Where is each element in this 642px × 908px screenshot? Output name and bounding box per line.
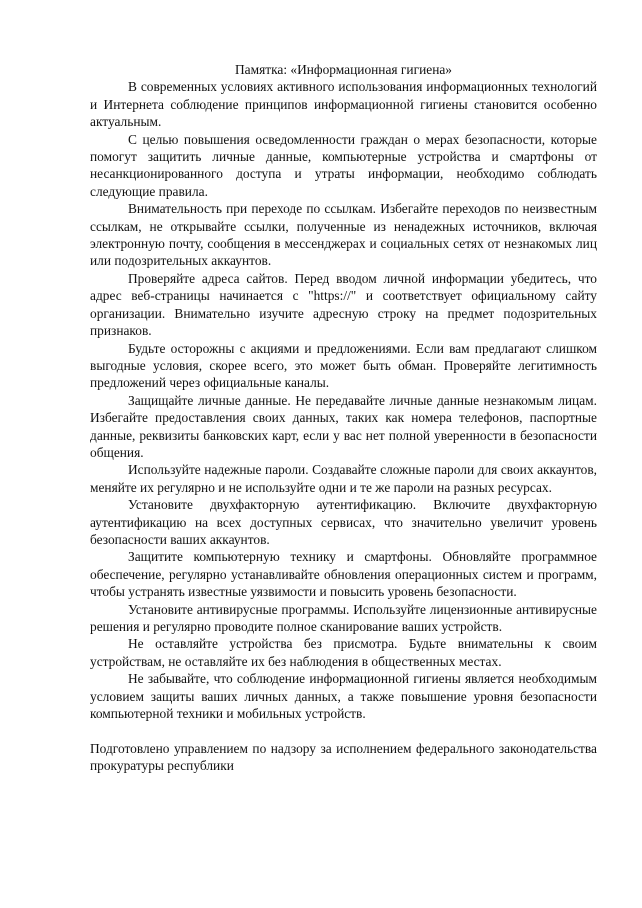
paragraph-purpose: С целью повышения осведомленности граждан о мерах безопасности, которые помогут защитить личные данные, компьютерные устройства и смартфоны от несанкционированного доступа и утраты информации, необходимо соблюдать следующие правила. xyxy=(90,131,597,199)
paragraph-personal-data: Защищайте личные данные. Не передавайте личные данные незнакомым лицам. Избегайте предоставления своих данных, таких как номера телефонов, паспортные данные, реквизиты банковских карт, если у вас нет полной уверенности в безопасности общения. xyxy=(90,392,597,460)
paragraph-two-factor: Установите двухфакторную аутентификацию. Включите двухфакторную аутентификацию на всех доступных сервисах, что значительно увеличит уровень безопасности ваших аккаунтов. xyxy=(90,497,597,547)
paragraph-passwords: Используйте надежные пароли. Создавайте сложные пароли для своих аккаунтов, меняйте их регулярно и не используйте одни и те же пароли на разных ресурсах. xyxy=(90,462,597,495)
paragraph-intro: В современных условиях активного использования информационных технологий и Интернета соблюдение принципов информационной гигиены становится особенно актуальным. xyxy=(90,79,597,130)
paragraph-device-protection: Защитите компьютерную технику и смартфоны. Обновляйте программное обеспечение, регулярно устанавливайте обновления операционных систем и программ, чтобы устранять известные уязвимости и повысить уровень безопасности. xyxy=(90,549,597,600)
paragraph-offers: Будьте осторожны с акциями и предложениями. Если вам предлагают слишком выгодные условия, скорее всего, это может быть обман. Проверяйте легитимность предложений через официальные каналы. xyxy=(90,340,597,391)
document-footer: Подготовлено управлением по надзору за исполнением федерального законодательства прокуратуры республики xyxy=(90,740,597,774)
paragraph-antivirus: Установите антивирусные программы. Используйте лицензионные антивирусные решения и регулярно проводите полное сканирование ваших устройств. xyxy=(90,601,597,634)
paragraph-conclusion: Не забывайте, что соблюдение информационной гигиены является необходимым условием защиты ваших личных данных, а также повышение уровня безопасности компьютерной техники и мобильных устройств. xyxy=(90,671,597,722)
paragraph-unattended-devices: Не оставляйте устройства без присмотра. Будьте внимательны к своим устройствам, не оставляйте их без наблюдения в общественных местах. xyxy=(90,636,597,669)
paragraph-site-addresses: Проверяйте адреса сайтов. Перед вводом личной информации убедитесь, что адрес веб-страницы начинается с "https://" и соответствует официальному сайту организации. Внимательно изучите адресную строку на предмет подозрительных признаков. xyxy=(90,270,597,339)
document-title: Памятка: «Информационная гигиена» xyxy=(234,62,452,77)
paragraph-links: Внимательность при переходе по ссылкам. Избегайте переходов по неизвестным ссылкам, не открывайте ссылки, полученные из ненадежных источников, включая электронную почту, сообщения в мессенджерах и социальных сетях от незнакомых лиц или подозрительных аккаунтов. xyxy=(90,201,597,269)
document-body xyxy=(90,61,597,775)
